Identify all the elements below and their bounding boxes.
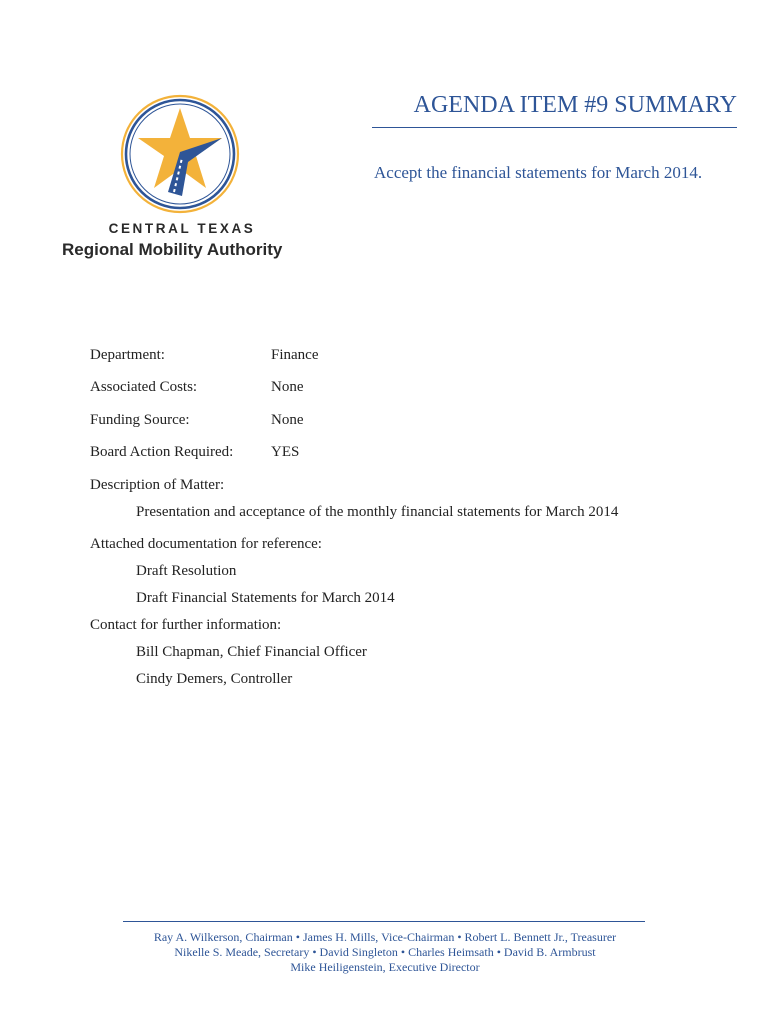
description-label: Description of Matter: — [90, 477, 225, 493]
contact-item: Bill Chapman, Chief Financial Officer — [136, 644, 367, 660]
field-value: Finance — [271, 347, 319, 363]
summary-text: Accept the financial statements for March 2014. — [374, 163, 703, 182]
field-value: None — [271, 412, 304, 428]
field-row-associated-costs — [90, 379, 304, 396]
contact-item: Cindy Demers, Controller — [136, 671, 293, 687]
cTRMA-logo-icon — [118, 92, 242, 216]
field-value: None — [271, 379, 304, 395]
attachment-item: Draft Financial Statements for March 2014 — [136, 590, 395, 606]
footer-divider — [123, 921, 645, 922]
footer-line: Ray A. Wilkerson, Chairman • James H. Mills, Vice-Chairman • Robert L. Bennett Jr., Treasurer — [153, 930, 617, 944]
field-label: Funding Source: — [90, 412, 190, 428]
attachment-item: Draft Resolution — [136, 563, 237, 579]
footer-line: Nikelle S. Meade, Secretary • David Singleton • Charles Heimsath • David B. Armbrust — [174, 945, 596, 959]
field-row-department — [90, 347, 319, 364]
page-title: AGENDA ITEM #9 SUMMARY — [413, 92, 737, 118]
field-value: YES — [271, 444, 300, 460]
field-label: Associated Costs: — [90, 379, 198, 395]
org-name-line1: CENTRAL TEXAS — [108, 221, 256, 236]
field-label: Board Action Required: — [90, 444, 234, 460]
title-divider — [372, 127, 737, 128]
org-name-line2: Regional Mobility Authority — [62, 240, 283, 259]
field-row-board-action — [90, 444, 300, 461]
description-text: Presentation and acceptance of the monthly financial statements for March 2014 — [136, 504, 619, 520]
attachments-label: Attached documentation for reference: — [90, 536, 322, 552]
field-label: Department: — [90, 347, 165, 363]
footer-line: Mike Heiligenstein, Executive Director — [290, 960, 480, 974]
contacts-label: Contact for further information: — [90, 617, 282, 633]
field-row-funding-source — [90, 412, 304, 429]
